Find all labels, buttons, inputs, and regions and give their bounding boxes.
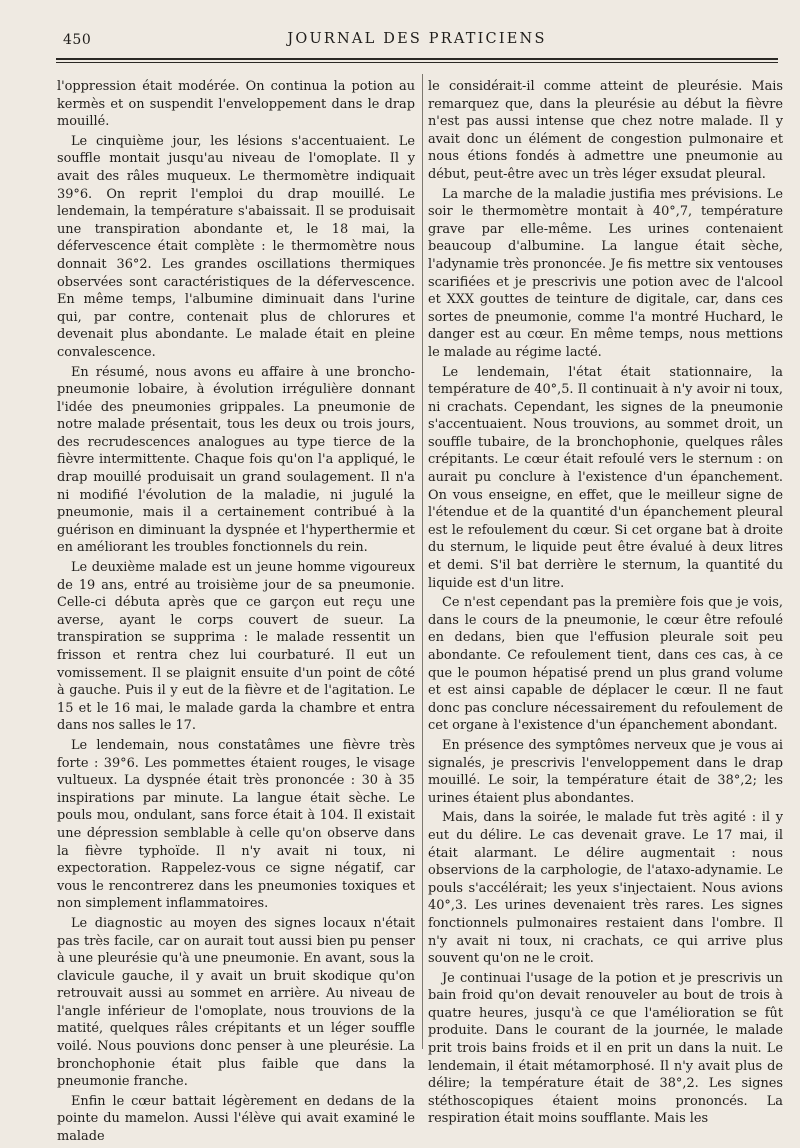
paragraph: La marche de la maladie justifia mes prévisions. Le soir le thermomètre montait à 40°,7, température grave par elle-même. Les urines contenaient beaucoup d'albumine. La langue était sèche, l'adynamie très prononcée. Je fis mettre six ventouses scarifiées et je prescrivis une potion avec de l'alcool et XXX gouttes de teinture de digitale, car, dans ces sortes de pneumonie, comme l'a montré Huchard, le danger est au cœur. En même temps, nous mettions le malade au régime lacté. — [428, 186, 783, 360]
paragraph: Le diagnostic au moyen des signes locaux n'était pas très facile, car on aurait tout aussi bien pu penser à une pleurésie qu'à une pneumonie. En avant, sous la clavicule gauche, il y avait un bruit skodique qu'on retrouvait aussi au sommet en arrière. Au niveau de l'angle inférieur de l'omoplate, nous trouvions de la matité, quelques râles crépitants et un léger souffle voilé. Nous pouvions donc penser à une pleurésie. La bronchophonie était plus faible que dans la pneumonie franche. — [57, 915, 415, 1090]
paragraph: Le deuxième malade est un jeune homme vigoureux de 19 ans, entré au troisième jour de sa pneumonie. Celle-ci débuta après que ce garçon eut reçu une averse, ayant le corps couvert de sueur. La transpiration se supprima : le malade ressentit un frisson et rentra chez lui courbaturé. Il eut un vomissement. Il se plaignit ensuite d'un point de côté à gauche. Puis il y eut de la fièvre et de l'agitation. Le 15 et le 16 mai, le malade garda la chambre et entra dans nos salles le 17. — [57, 560, 415, 734]
paragraph: Enfin le cœur battait légèrement en dedans de la pointe du mamelon. Aussi l'élève qui avait examiné le malade — [57, 1093, 415, 1145]
paragraph: Mais, dans la soirée, le malade fut très agité : il y eut du délire. Le cas devenait grave. Le 17 mai, il était alarmant. Le délire augmentait : nous observions de la carphologie, de l'ataxo-adynamie. Le pouls s'accélérait; les yeux s'injectaient. Nous avions 40°,3. Les urines devenaient très rares. Les signes fonctionnels pulmonaires restaient dans l'ombre. Il n'y avait ni toux, ni crachats, ce qui arrive plus souvent qu'on ne le croit. — [428, 810, 783, 967]
paragraph: Je continuai l'usage de la potion et je prescrivis un bain froid qu'on devait renouveler au bout de trois à quatre heures, jusqu'à ce que l'amélioration se fût produite. Dans le courant de la journée, le malade prit trois bains froids et il en prit un dans la nuit. Le lendemain, il était métamorphosé. Il n'y avait plus de délire; la température était de 38°,2. Les signes stéthoscopiques étaient moins prononcés. La respiration était moins soufflante. Mais les — [428, 970, 783, 1127]
paragraph: Ce n'est cependant pas la première fois que je vois, dans le cours de la pneumonie, le cœur être refoulé en dedans, bien que l'effusion pleurale soit peu abondante. Ce refoulement tient, dans ces cas, à ce que le poumon hépatisé prend un plus grand volume et est ainsi capable de déplacer le cœur. Il ne faut donc pas conclure nécessairement du refoulement de cet organe à l'existence d'un épanchement abondant. — [428, 595, 783, 734]
page-number: 450 — [63, 32, 92, 48]
paragraph: Le lendemain, nous constatâmes une fièvre très forte : 39°6. Les pommettes étaient rouges, le visage vultueux. La dyspnée était très prononcée : 30 à 35 inspirations par minute. La langue était sèche. Le pouls mou, ondulant, sans force était à 104. Il existait une dépression semblable à celle qu'on observe dans la fièvre typhoïde. Il n'y avait ni toux, ni expectoration. Rappelez-vous ce signe négatif, car vous le rencontrerez dans les pneumonies toxiques et non simplement inflammatoires. — [57, 737, 415, 912]
column-divider — [422, 74, 423, 1049]
header-rule-thin — [56, 62, 778, 63]
paragraph: En résumé, nous avons eu affaire à une broncho-pneumonie lobaire, à évolution irrégulière donnant l'idée des pneumonies grippales. La pneumonie de notre malade présentait, tous les deux ou trois jours, des recrudescences analogues au type tierce de la fièvre intermittente. Chaque fois qu'on l'a appliqué, le drap mouillé produisait un grand soulagement. Il n'a ni modifié l'évolution de la maladie, ni jugulé la pneumonie, mais il a certainement contribué à la guérison en diminuant la dyspnée et l'hyperthermie et en améliorant les troubles fonctionnels du rein. — [57, 364, 415, 556]
paragraph: En présence des symptômes nerveux que je vous ai signalés, je prescrivis l'enveloppement dans le drap mouillé. Le soir, la température était de 38°,2; les urines étaient plus abondantes. — [428, 737, 783, 806]
paragraph: l'oppression était modérée. On continua la potion au kermès et on suspendit l'enveloppement dans le drap mouillé. — [57, 79, 415, 130]
paragraph: le considérait-il comme atteint de pleurésie. Mais remarquez que, dans la pleurésie au début la fièvre n'est pas aussi intense que chez notre malade. Il y avait donc un élément de congestion pulmonaire et nous étions fondés à admettre une pneumonie au début, peut-être avec un très léger exsudat pleural. — [428, 79, 783, 182]
left-column — [57, 78, 415, 1148]
paragraph: Le lendemain, l'état était stationnaire, la température de 40°,5. Il continuait à n'y avoir ni toux, ni crachats. Cependant, les signes de la pneumonie s'accentuaient. Nous trouvions, au sommet droit, un souffle tubaire, de la bronchophonie, quelques râles crépitants. Le cœur était refoulé vers le sternum : on aurait pu conclure à l'existence d'un épanchement. On vous enseigne, en effet, que le meilleur signe de l'étendue et de la quantité d'un épanchement pleural est le refoulement du cœur. Si cet organe bat à droite du sternum, le liquide peut être évalué à deux litres et demi. S'il bat derrière le sternum, la quantité du liquide est d'un litre. — [428, 364, 783, 591]
page-header — [56, 28, 778, 54]
right-column — [428, 78, 783, 1130]
running-title: JOURNAL DES PRATICIENS — [287, 31, 547, 47]
paragraph: Le cinquième jour, les lésions s'accentuaient. Le souffle montait jusqu'au niveau de l'omoplate. Il y avait des râles muqueux. Le thermomètre indiquait 39°6. On reprit l'emploi du drap mouillé. Le lendemain, la température s'abaissait. Il se produisait une transpiration abondante et, le 18 mai, la défervescence était complète : le thermomètre nous donnait 36°2. Les grandes oscillations thermiques observées sont caractéristiques de la défervescence. En même temps, l'albumine diminuait dans l'urine qui, par contre, contenait plus de chlorures et devenait plus abondante. Le malade était en pleine convalescence. — [57, 133, 415, 360]
header-rule-thick — [56, 58, 778, 60]
